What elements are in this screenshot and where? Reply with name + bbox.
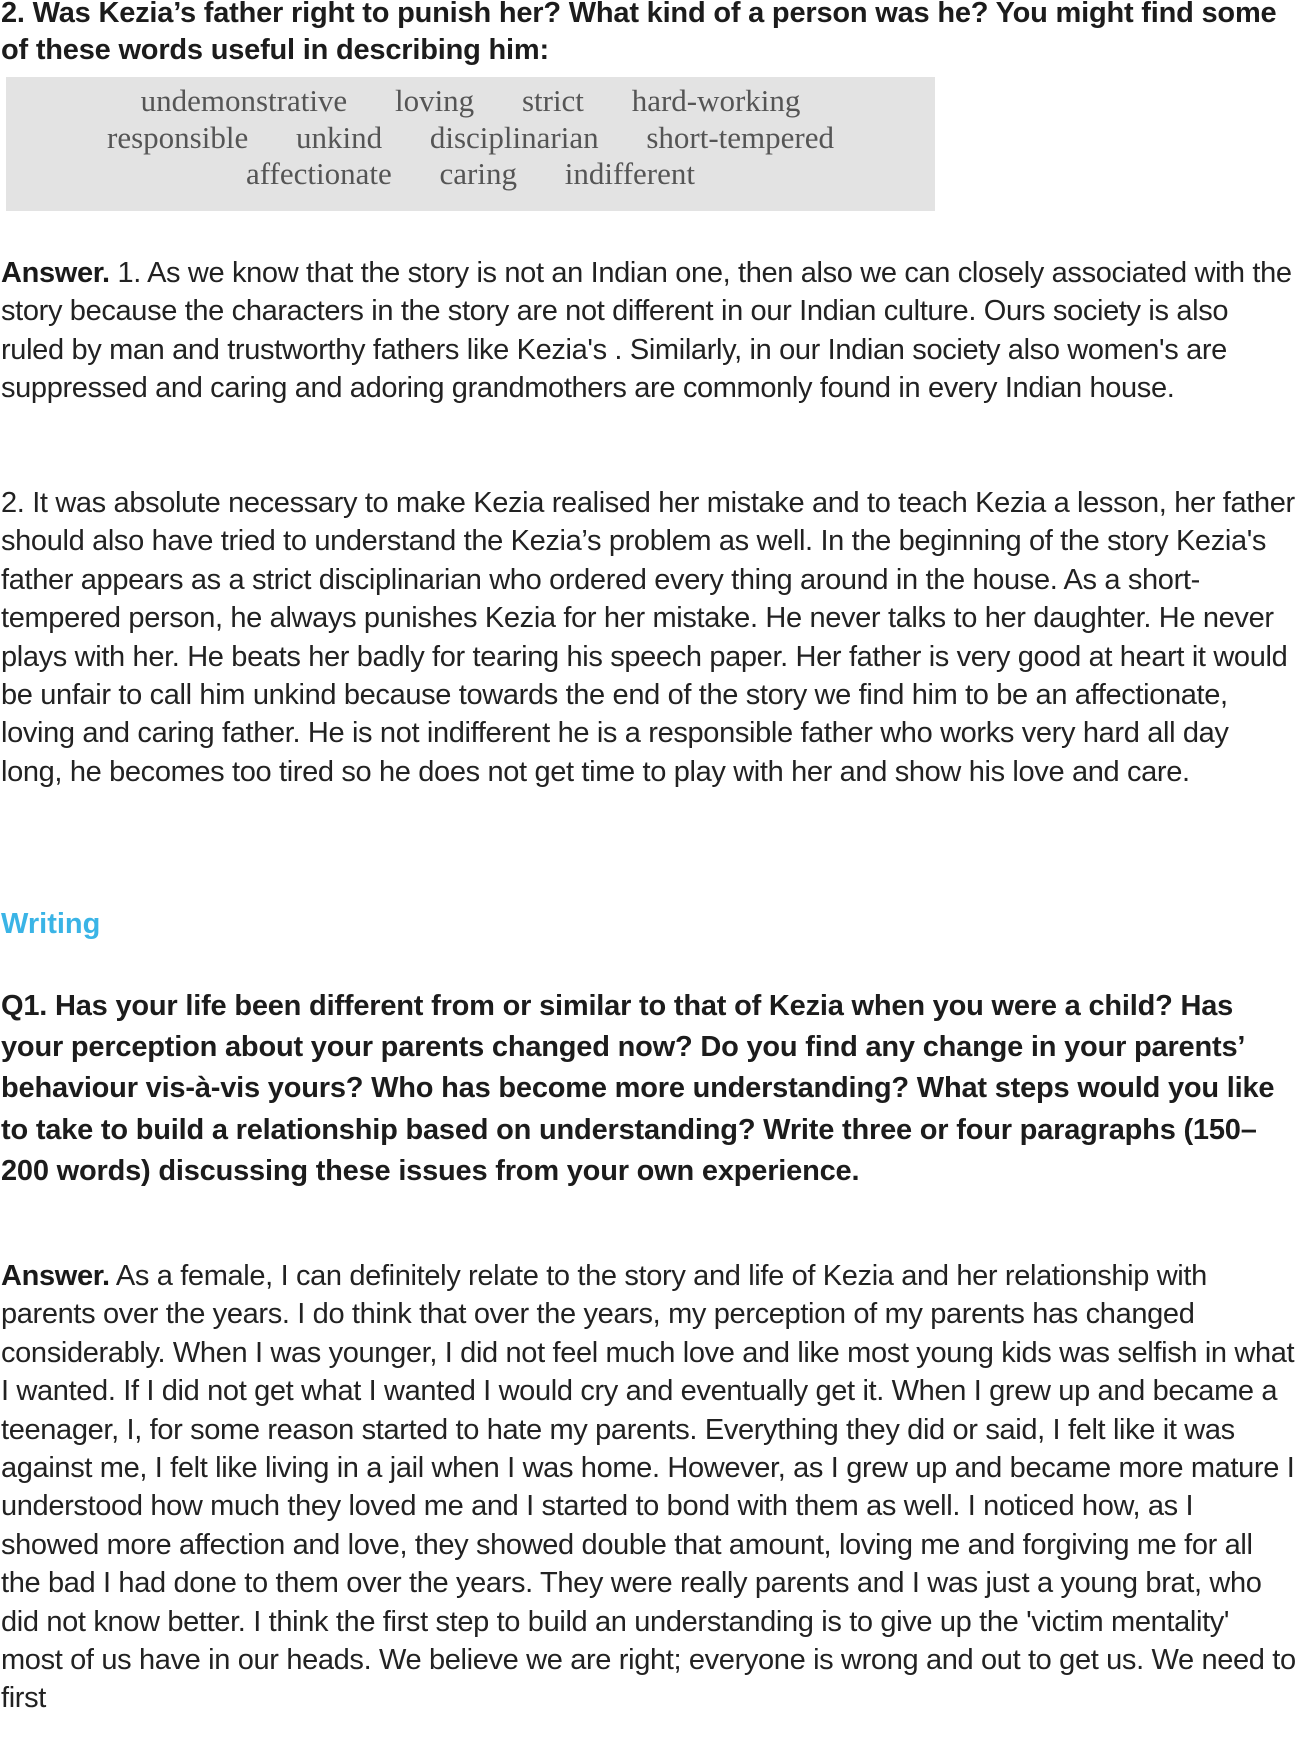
word-unkind: unkind (295, 120, 383, 155)
word-caring: caring (439, 156, 517, 191)
word-loving: loving (394, 83, 475, 118)
answer-paragraph-2: 2. It was absolute necessary to make Kezia realised her mistake and to teach Kezia a lesson, her father should also have tried to understand the Kezia’s problem as well. In the beginning of the story Kezia's father appears as a strict disciplinarian who ordered every thing around in the house. As a short-tempered person, he always punishes Kezia for her mistake. He never talks to her daughter. He never plays with her. He beats her badly for tearing his speech paper. Her father is very good at heart it would be unfair to call him unkind because towards the end of the story we find him to be an affectionate, loving and caring father. He is not indifferent he is a responsible father who works very hard all day long, he becomes too tired so he does not get time to play with her and show his love and care. (1, 487, 1295, 788)
answer-label: Answer. (1, 257, 110, 289)
writing-section-heading: Writing (1, 908, 101, 940)
word-strict: strict (521, 83, 584, 118)
word-row-2 (6, 120, 935, 156)
answer-paragraph-1 (1, 254, 1297, 408)
word-row-1 (6, 83, 935, 119)
word-indifferent: indifferent (564, 156, 695, 191)
vocabulary-word-box (6, 77, 935, 211)
writing-answer-text: As a female, I can definitely relate to the story and life of Kezia and her relationship with parents over the years. I do think that over the years, my perception of my parents has changed considerably. When I was younger, I did not feel much love and like most young kids was selfish in what I wanted. If I did not get what I wanted I would cry and eventually get it. When I grew up and became a teenager, I, for some reason started to hate my parents. Everything they did or said, I felt like it was against me, I felt like living in a jail when I was home. However, as I grew up and became more mature I understood how much they loved me and I started to bond with them as well. I noticed how, as I showed more affection and love, they showed double that amount, loving me and forgiving me for all the bad I had done to them over the years. They were really parents and I was just a young brat, who did not know better. I think the first step to build an understanding is to give up the 'victim mentality' most of us have in our heads. We believe we are right; everyone is wrong and out to get us. We need to first (1, 1260, 1296, 1715)
word-hard-working: hard-working (631, 83, 801, 118)
word-short-tempered: short-tempered (646, 120, 834, 155)
word-disciplinarian: disciplinarian (429, 120, 599, 155)
word-undemonstrative: undemonstrative (140, 83, 348, 118)
word-affectionate: affectionate (246, 156, 392, 191)
answer-label: Answer. (1, 1260, 110, 1292)
word-responsible: responsible (107, 120, 249, 155)
question-1-heading: Q1. Has your life been different from or similar to that of Kezia when you were a child? Has your perception about your parents changed now? Do you find any change in your parents’ behaviour vis-à-vis yours? Who has become more understanding? What steps would you like to take to build a relationship based on understanding? Write three or four paragraphs (150–200 words) discussing these issues from your own experience. (1, 990, 1275, 1187)
question-2-heading: 2. Was Kezia’s father right to punish her? What kind of a person was he? You might find some of these words useful in describing him: (1, 0, 1277, 66)
word-row-3 (6, 156, 935, 192)
answer-text-1: 1. As we know that the story is not an Indian one, then also we can closely associated with the story because the characters in the story are not different in our Indian culture. Ours society is also ruled by man and trustworthy fathers like Kezia's . Similarly, in our Indian society also women's are suppressed and caring and adoring grandmothers are commonly found in every Indian house. (1, 257, 1292, 405)
writing-answer-paragraph (1, 1257, 1297, 1718)
